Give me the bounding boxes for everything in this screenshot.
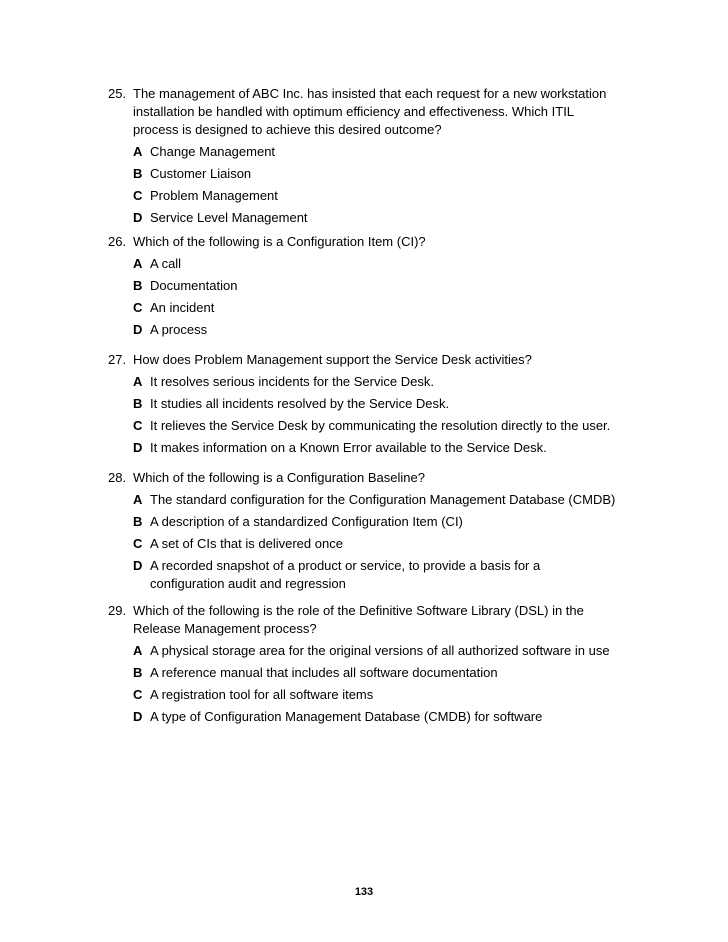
- question-number: 28.: [108, 470, 127, 485]
- option-d: [133, 708, 653, 726]
- question-stem: [108, 351, 628, 369]
- option-letter: D: [133, 210, 143, 225]
- option-letter: D: [133, 322, 143, 337]
- question-text: Which of the following is the role of the Definitive Software Library (DSL) in the Release Management process?: [133, 603, 584, 636]
- option-list: [133, 143, 613, 227]
- option-text: It studies all incidents resolved by the Service Desk.: [150, 396, 450, 411]
- option-letter: B: [133, 396, 143, 411]
- option-c: [133, 299, 628, 317]
- option-b: [133, 165, 613, 183]
- option-letter: C: [133, 687, 143, 702]
- page-number: 133: [354, 886, 374, 898]
- option-letter: D: [133, 440, 143, 455]
- question-number: 25.: [108, 86, 127, 101]
- option-a: [133, 143, 613, 161]
- question-stem: [108, 469, 628, 487]
- question-25: [108, 85, 613, 231]
- question-stem: [108, 85, 613, 139]
- option-list: [133, 255, 628, 339]
- question-27: [108, 351, 628, 461]
- option-text: It relieves the Service Desk by communicating the resolution directly to the user.: [150, 418, 611, 433]
- question-text: How does Problem Management support the Service Desk activities?: [133, 352, 532, 367]
- option-text: An incident: [150, 300, 215, 315]
- question-number: 26.: [108, 234, 127, 249]
- option-text: It makes information on a Known Error available to the Service Desk.: [150, 440, 547, 455]
- option-d: [133, 321, 628, 339]
- option-b: [133, 664, 653, 682]
- option-a: [133, 373, 628, 391]
- option-letter: A: [133, 144, 143, 159]
- question-stem: [108, 233, 628, 251]
- option-text: Service Level Management: [150, 210, 308, 225]
- option-letter: C: [133, 418, 143, 433]
- option-text: Documentation: [150, 278, 238, 293]
- option-text: A reference manual that includes all software documentation: [150, 665, 498, 680]
- option-letter: B: [133, 166, 143, 181]
- option-c: [133, 535, 628, 553]
- question-26: [108, 233, 628, 343]
- option-a: [133, 255, 628, 273]
- option-b: [133, 513, 628, 531]
- option-text: Customer Liaison: [150, 166, 252, 181]
- option-a: [133, 642, 653, 660]
- question-number: 29.: [108, 603, 127, 618]
- option-letter: A: [133, 256, 143, 271]
- option-letter: D: [133, 709, 143, 724]
- option-letter: D: [133, 558, 143, 573]
- option-letter: B: [133, 514, 143, 529]
- option-d: [133, 439, 628, 457]
- option-a: [133, 491, 628, 509]
- option-text: A call: [150, 256, 182, 271]
- question-text: The management of ABC Inc. has insisted that each request for a new workstation installation be handled with optimum efficiency and effectiveness. Which ITIL process is designed to achieve this desired outcome?: [133, 86, 607, 137]
- option-text: Change Management: [150, 144, 276, 159]
- option-c: [133, 187, 613, 205]
- option-text: A registration tool for all software items: [150, 687, 374, 702]
- option-d: [133, 557, 563, 593]
- question-stem: [108, 602, 603, 638]
- option-list: [133, 491, 628, 593]
- option-letter: C: [133, 188, 143, 203]
- question-28: [108, 469, 628, 597]
- question-number: 27.: [108, 352, 127, 367]
- option-text: It resolves serious incidents for the Service Desk.: [150, 374, 434, 389]
- option-list: [133, 642, 653, 726]
- option-letter: A: [133, 492, 143, 507]
- option-letter: B: [133, 665, 143, 680]
- option-b: [133, 277, 628, 295]
- option-list: [133, 373, 628, 457]
- option-b: [133, 395, 628, 413]
- option-letter: C: [133, 300, 143, 315]
- option-text: A type of Configuration Management Database (CMDB) for software: [150, 709, 543, 724]
- option-c: [133, 417, 628, 435]
- option-c: [133, 686, 653, 704]
- option-text: A physical storage area for the original versions of all authorized software in use: [150, 643, 610, 658]
- option-text: The standard configuration for the Configuration Management Database (CMDB): [150, 492, 616, 507]
- option-letter: A: [133, 374, 143, 389]
- option-letter: A: [133, 643, 143, 658]
- option-text: A recorded snapshot of a product or service, to provide a basis for a configuration audit and regression: [150, 558, 541, 591]
- option-d: [133, 209, 613, 227]
- question-29: [108, 602, 610, 730]
- question-text: Which of the following is a Configuration Baseline?: [133, 470, 425, 485]
- option-text: A process: [150, 322, 208, 337]
- option-letter: C: [133, 536, 143, 551]
- option-text: A description of a standardized Configuration Item (CI): [150, 514, 463, 529]
- question-text: Which of the following is a Configuration Item (CI)?: [133, 234, 426, 249]
- option-letter: B: [133, 278, 143, 293]
- option-text: Problem Management: [150, 188, 278, 203]
- option-text: A set of CIs that is delivered once: [150, 536, 343, 551]
